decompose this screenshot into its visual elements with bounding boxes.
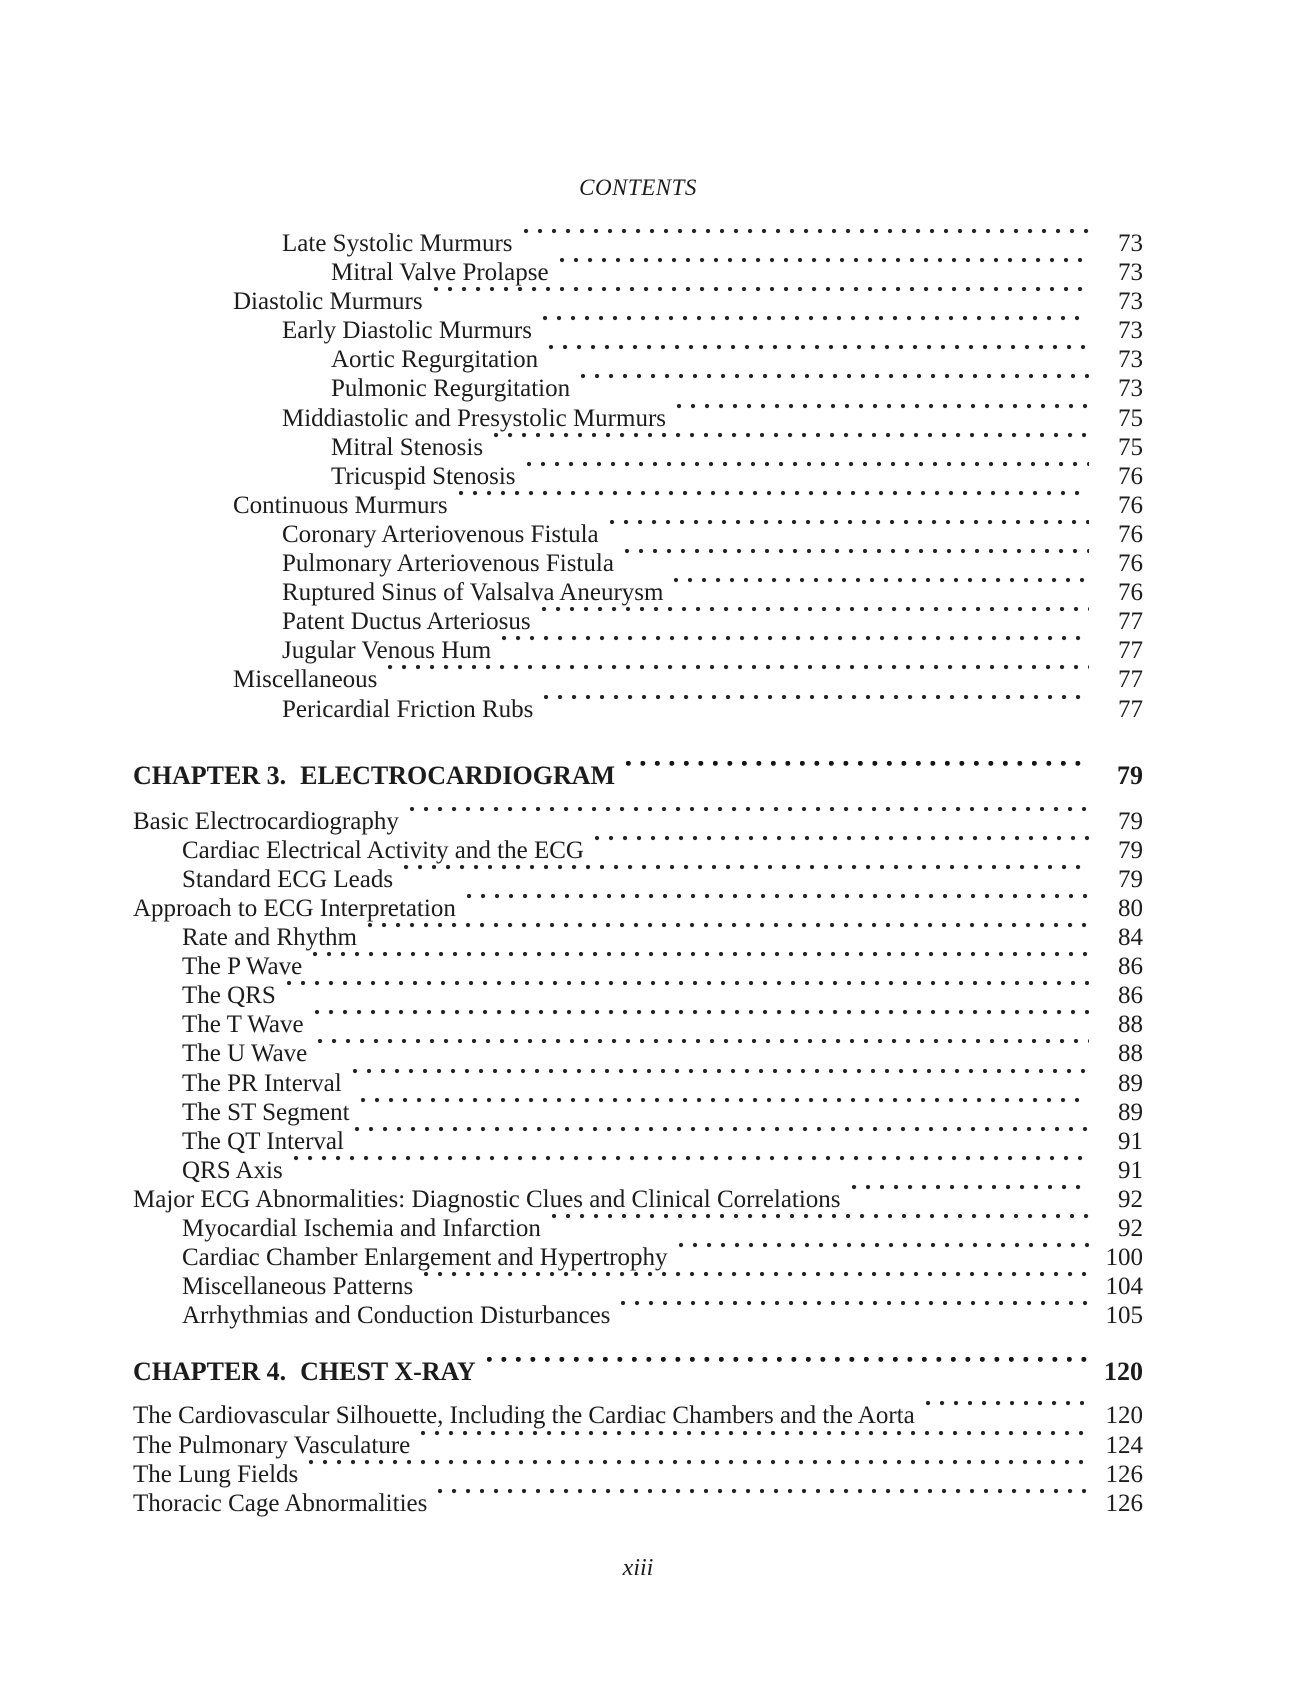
dot-leader <box>549 345 1089 374</box>
dot-leader <box>595 836 1089 865</box>
toc-entry <box>133 894 1143 923</box>
toc-entry-label: Approach to ECG Interpretation <box>133 894 456 922</box>
toc-entry <box>133 1431 1143 1460</box>
dot-leader <box>355 1127 1089 1156</box>
toc-entry <box>133 1156 1143 1185</box>
toc-entry-page: 75 <box>1118 404 1143 432</box>
dot-leader <box>560 258 1089 287</box>
toc-entry <box>133 316 1143 345</box>
dot-leader <box>361 1098 1089 1127</box>
toc-entry-page: 76 <box>1118 491 1143 519</box>
toc-entry-label: Cardiac Electrical Activity and the ECG <box>182 836 584 864</box>
toc-entry-page: 76 <box>1118 462 1143 490</box>
toc-entry <box>133 1243 1143 1272</box>
toc-entry-label: Pericardial Friction Rubs <box>282 695 534 723</box>
toc-entry <box>133 462 1143 491</box>
toc-entry <box>133 520 1143 549</box>
toc-entry <box>133 1301 1143 1330</box>
toc-entry-label: Basic Electrocardiography <box>133 807 399 835</box>
chapter-number: CHAPTER 3. <box>133 760 287 790</box>
toc-entry <box>133 607 1143 636</box>
toc-entry-page: 126 <box>1105 1489 1143 1517</box>
toc-entry-page: 88 <box>1118 1011 1143 1039</box>
dot-leader <box>421 1431 1089 1460</box>
toc-entry <box>133 345 1143 374</box>
toc-entry-page: 76 <box>1118 520 1143 548</box>
chapter-title: CHEST X-RAY <box>300 1357 476 1387</box>
toc-entry-page: 73 <box>1118 288 1143 316</box>
chapter-heading-label <box>133 761 615 790</box>
toc-entry-page: 79 <box>1118 865 1143 893</box>
toc-entry-page: 79 <box>1118 807 1143 835</box>
toc-entry-page: 105 <box>1105 1302 1143 1330</box>
toc-entry-label: Mitral Stenosis <box>331 433 484 461</box>
toc-entry-page: 80 <box>1118 894 1143 922</box>
dot-leader <box>315 1010 1089 1039</box>
toc-entry-label: The Lung Fields <box>133 1460 299 1488</box>
toc-entry <box>133 258 1143 287</box>
toc-entry <box>133 695 1143 724</box>
toc-entry-page: 100 <box>1105 1244 1143 1272</box>
toc-entry-page: 92 <box>1118 1185 1143 1213</box>
toc-entry-page: 120 <box>1105 1402 1143 1430</box>
toc-entry-page: 104 <box>1105 1273 1143 1301</box>
dot-leader <box>467 894 1089 923</box>
toc-entry-label: Thoracic Cage Abnormalities <box>133 1489 428 1517</box>
chapter-page: 79 <box>1117 760 1143 790</box>
dot-leader <box>434 287 1089 316</box>
toc-entry-page: 73 <box>1118 317 1143 345</box>
toc-entry-label: Cardiac Chamber Enlargement and Hypertrophy <box>182 1244 668 1272</box>
toc-entry-label: Major ECG Abnormalities: Diagnostic Clues and Clinical Correlations <box>133 1185 841 1213</box>
toc-entry-page: 76 <box>1118 579 1143 607</box>
dot-leader <box>524 229 1089 258</box>
toc-entry <box>133 1460 1143 1489</box>
dot-leader <box>552 1214 1089 1243</box>
toc-entry-label: Pulmonary Arteriovenous Fistula <box>282 550 614 578</box>
dot-leader <box>677 404 1089 433</box>
chapter-page: 120 <box>1104 1357 1143 1387</box>
dot-leader <box>388 665 1089 694</box>
toc-entry-label: Pulmonic Regurgitation <box>331 375 571 403</box>
toc-entry-label: Late Systolic Murmurs <box>282 230 513 257</box>
toc-entry-label: QRS Axis <box>182 1156 283 1184</box>
dot-leader <box>527 462 1089 491</box>
dot-leader <box>410 807 1089 836</box>
toc-entry <box>133 923 1143 952</box>
toc-entry <box>133 1039 1143 1068</box>
dot-leader <box>626 761 1089 790</box>
toc-entry-page: 86 <box>1118 953 1143 981</box>
toc-entry-page: 75 <box>1118 433 1143 461</box>
toc-entry-label: The QT Interval <box>182 1127 344 1155</box>
toc-entry-page: 92 <box>1118 1215 1143 1242</box>
toc-entry-page: 91 <box>1118 1127 1143 1155</box>
toc-entry <box>133 578 1143 607</box>
toc-entry-label: Tricuspid Stenosis <box>331 462 516 490</box>
toc-entry-page: 88 <box>1118 1040 1143 1068</box>
dot-leader <box>368 923 1089 952</box>
toc-entry-label: The U Wave <box>182 1040 308 1068</box>
toc-entry-page: 77 <box>1118 666 1143 694</box>
toc-entry <box>133 636 1143 665</box>
dot-leader <box>679 1243 1090 1272</box>
toc-entry-page: 73 <box>1118 375 1143 403</box>
toc-entry <box>133 1010 1143 1039</box>
toc-entry-label: The PR Interval <box>182 1069 342 1097</box>
toc-entry-label: Rate and Rhythm <box>182 924 357 952</box>
toc-entry-label: Early Diastolic Murmurs <box>282 317 532 345</box>
toc-entry <box>133 433 1143 462</box>
toc-entry-page: 89 <box>1118 1098 1143 1126</box>
dot-leader <box>287 981 1089 1010</box>
table-of-contents <box>133 229 1143 1518</box>
chapter-heading-row <box>133 761 1143 790</box>
dot-leader <box>542 607 1089 636</box>
toc-entry-label: Mitral Valve Prolapse <box>331 259 549 287</box>
toc-entry-page: 77 <box>1118 695 1143 723</box>
toc-entry-label: Continuous Murmurs <box>233 491 448 519</box>
chapter-heading-label <box>133 1357 476 1386</box>
toc-entry <box>133 952 1143 981</box>
dot-leader <box>353 1069 1089 1098</box>
toc-entry-page: 84 <box>1118 924 1143 952</box>
toc-entry-label: Miscellaneous <box>233 666 378 694</box>
toc-entry-label: Jugular Venous Hum <box>282 637 492 665</box>
toc-entry-label: Coronary Arteriovenous Fistula <box>282 520 599 548</box>
dot-leader <box>424 1272 1089 1301</box>
toc-entry-label: Standard ECG Leads <box>182 865 394 893</box>
toc-entry-page: 77 <box>1118 637 1143 665</box>
dot-leader <box>610 520 1089 549</box>
toc-entry <box>133 1185 1143 1214</box>
toc-entry <box>133 229 1143 258</box>
toc-entry <box>133 374 1143 403</box>
toc-entry-page: 77 <box>1118 608 1143 636</box>
toc-entry <box>133 287 1143 316</box>
dot-leader <box>294 1156 1089 1185</box>
dot-leader <box>926 1401 1089 1430</box>
toc-section <box>133 761 1143 1331</box>
toc-entry <box>133 981 1143 1010</box>
dot-leader <box>313 952 1089 981</box>
dot-leader <box>625 549 1089 578</box>
book-page <box>133 0 1143 1582</box>
toc-entry-label: Middiastolic and Presystolic Murmurs <box>282 404 666 432</box>
dot-leader <box>487 1357 1089 1386</box>
toc-entry-page: 73 <box>1118 346 1143 374</box>
chapter-number: CHAPTER 4. <box>133 1357 287 1387</box>
toc-entry-label: Ruptured Sinus of Valsalva Aneurysm <box>282 579 664 607</box>
toc-entry <box>133 836 1143 865</box>
toc-entry <box>133 1069 1143 1098</box>
toc-entry-page: 126 <box>1105 1460 1143 1488</box>
toc-entry-page: 73 <box>1118 259 1143 287</box>
toc-entry-label: The P Wave <box>182 953 303 981</box>
toc-entry-label: Myocardial Ischemia and Infarction <box>182 1215 541 1242</box>
toc-entry <box>133 404 1143 433</box>
dot-leader <box>318 1039 1089 1068</box>
toc-entry-label: The QRS <box>182 982 276 1010</box>
page-header-title: CONTENTS <box>579 175 697 200</box>
toc-entry <box>133 1127 1143 1156</box>
dot-leader <box>404 865 1089 894</box>
toc-entry-label: The T Wave <box>182 1011 304 1039</box>
dot-leader <box>852 1185 1089 1214</box>
toc-section <box>133 1357 1143 1517</box>
toc-entry-page: 86 <box>1118 982 1143 1010</box>
dot-leader <box>543 316 1089 345</box>
toc-entry-label: The Pulmonary Vasculature <box>133 1431 411 1459</box>
dot-leader <box>581 374 1089 403</box>
toc-entry <box>133 807 1143 836</box>
toc-entry <box>133 549 1143 578</box>
toc-entry-label: Aortic Regurgitation <box>331 346 539 374</box>
chapter-title: ELECTROCARDIOGRAM <box>300 760 616 790</box>
dot-leader <box>674 578 1089 607</box>
dot-leader <box>309 1460 1089 1489</box>
toc-entry-label: Miscellaneous Patterns <box>182 1273 414 1301</box>
toc-entry-page: 89 <box>1118 1069 1143 1097</box>
toc-entry <box>133 1214 1143 1243</box>
chapter-heading-row <box>133 1357 1143 1386</box>
toc-entry <box>133 1272 1143 1301</box>
dot-leader <box>621 1301 1089 1330</box>
toc-entry-page: 124 <box>1105 1431 1143 1459</box>
page-folio: xiii <box>622 1554 654 1581</box>
toc-entry-label: The Cardiovascular Silhouette, Including the Cardiac Chambers and the Aorta <box>133 1402 915 1430</box>
dot-leader <box>494 433 1089 462</box>
toc-entry <box>133 1489 1143 1518</box>
dot-leader <box>438 1489 1089 1518</box>
toc-entry-label: Diastolic Murmurs <box>233 288 423 316</box>
dot-leader <box>459 491 1089 520</box>
toc-entry-page: 79 <box>1118 836 1143 864</box>
toc-entry <box>133 491 1143 520</box>
toc-entry <box>133 865 1143 894</box>
toc-entry-label: Patent Ductus Arteriosus <box>282 608 531 636</box>
toc-entry-page: 73 <box>1118 230 1143 257</box>
toc-entry-page: 76 <box>1118 550 1143 578</box>
toc-entry-label: The ST Segment <box>182 1098 350 1126</box>
toc-entry-label: Arrhythmias and Conduction Disturbances <box>182 1302 611 1330</box>
toc-entry-page: 91 <box>1118 1156 1143 1184</box>
toc-entry <box>133 1098 1143 1127</box>
dot-leader <box>544 695 1089 724</box>
dot-leader <box>502 636 1089 665</box>
toc-entry <box>133 1401 1143 1430</box>
toc-section <box>133 229 1143 724</box>
toc-entry <box>133 665 1143 694</box>
